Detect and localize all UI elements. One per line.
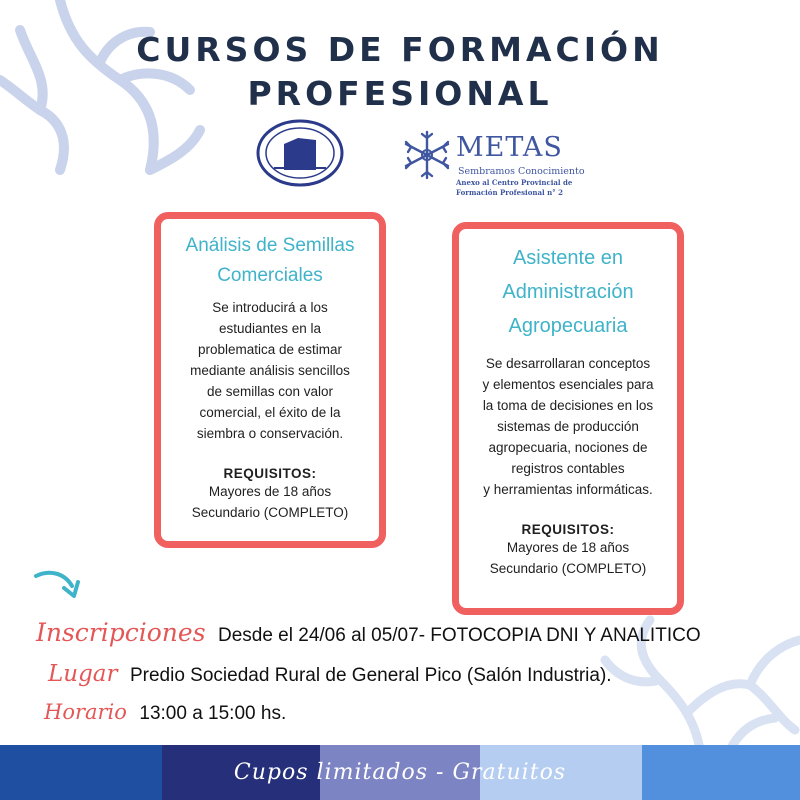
course-title bbox=[161, 231, 379, 291]
description-line: y elementos esenciales para bbox=[482, 377, 654, 392]
metas-logo bbox=[400, 128, 600, 208]
horario-text: 13:00 a 15:00 hs. bbox=[139, 703, 287, 724]
horario-row bbox=[44, 700, 286, 725]
metas-tagline: Sembramos Conocimiento bbox=[458, 166, 585, 177]
course-title-line: Agropecuaria bbox=[508, 315, 628, 337]
metas-snowflake-icon bbox=[400, 128, 454, 182]
course-title bbox=[459, 241, 677, 343]
course-title-line: Asistente en bbox=[512, 247, 624, 269]
course-description bbox=[161, 297, 379, 444]
description-line: de semillas con valor bbox=[206, 384, 334, 399]
course-title-line: Comerciales bbox=[217, 265, 323, 286]
description-line: agropecuaria, nociones de bbox=[488, 440, 648, 455]
inscripciones-text: Desde el 24/06 al 05/07- FOTOCOPIA DNI Y ANALITICO bbox=[217, 625, 701, 646]
lugar-row bbox=[48, 661, 612, 687]
inscripciones-label: Inscripciones bbox=[36, 618, 206, 647]
requirements-label: REQUISITOS: bbox=[521, 522, 615, 537]
metas-wordmark: METAS bbox=[456, 132, 563, 163]
curved-arrow-icon bbox=[30, 566, 86, 606]
lugar-label: Lugar bbox=[48, 661, 118, 687]
description-line: estudiantes en la bbox=[218, 321, 322, 336]
title-line: PROFESIONAL bbox=[247, 74, 553, 113]
description-line: comercial, el éxito de la bbox=[199, 405, 341, 420]
requirements-label: REQUISITOS: bbox=[223, 466, 317, 481]
course-description bbox=[459, 353, 677, 500]
metas-note-line: Formación Profesional n° 2 bbox=[456, 188, 563, 197]
description-line: mediante análisis sencillos bbox=[190, 363, 350, 378]
footer-text: Cupos limitados - Gratuitos bbox=[233, 760, 567, 785]
course-card-administracion bbox=[452, 222, 684, 615]
description-line: la toma de decisiones en los bbox=[482, 398, 654, 413]
title-line: CURSOS DE FORMACIÓN bbox=[136, 30, 664, 69]
description-line: sistemas de producción bbox=[497, 419, 639, 434]
page-title bbox=[0, 28, 800, 116]
requirement-item: Secundario (COMPLETO) bbox=[489, 561, 647, 576]
course-title-line: Administración bbox=[502, 281, 634, 303]
footer-banner bbox=[0, 745, 800, 800]
metas-note-line: Anexo al Centro Provincial de bbox=[456, 178, 573, 187]
requirement-item: Mayores de 18 años bbox=[208, 484, 332, 499]
metas-note bbox=[456, 178, 596, 198]
lugar-text: Predio Sociedad Rural de General Pico (Salón Industria). bbox=[129, 665, 612, 686]
inscripciones-row bbox=[36, 618, 701, 647]
requirement-item: Secundario (COMPLETO) bbox=[191, 505, 349, 520]
course-card-semillas bbox=[154, 212, 386, 548]
course-title-line: Análisis de Semillas bbox=[185, 235, 355, 256]
description-line: Se introducirá a los bbox=[212, 300, 328, 315]
requirement-item: Mayores de 18 años bbox=[506, 540, 630, 555]
description-line: y herramientas informáticas. bbox=[483, 482, 653, 497]
sociedad-rural-logo-icon bbox=[254, 118, 346, 188]
description-line: registros contables bbox=[511, 461, 625, 476]
description-line: siembra o conservación. bbox=[196, 426, 344, 441]
description-line: Se desarrollaran conceptos bbox=[485, 356, 651, 371]
horario-label: Horario bbox=[44, 700, 127, 724]
description-line: problematica de estimar bbox=[197, 342, 343, 357]
